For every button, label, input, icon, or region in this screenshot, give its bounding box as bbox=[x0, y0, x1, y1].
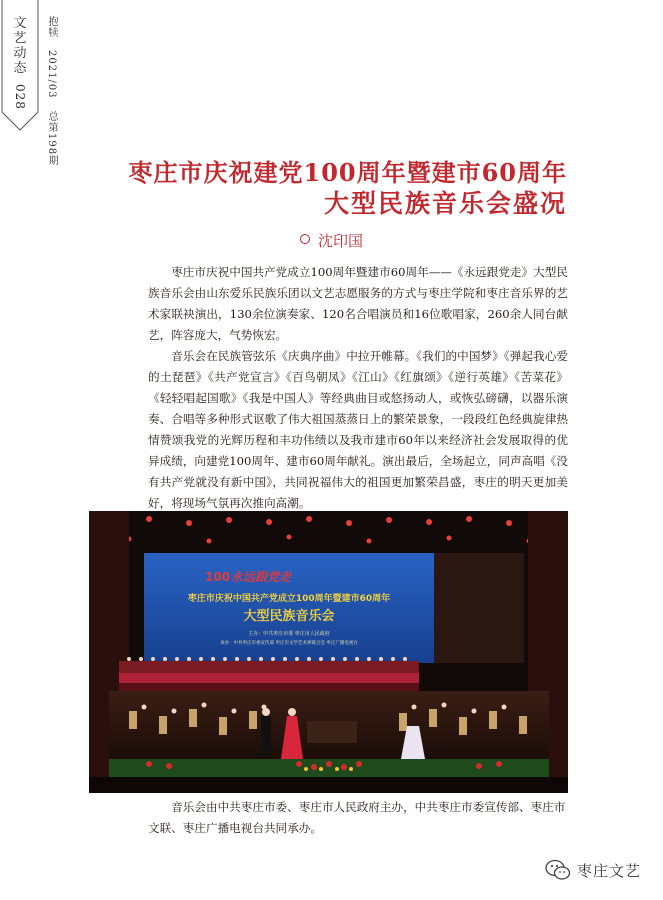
banner-host: 主办：中共枣庄市委 枣庄市人民政府 bbox=[248, 631, 330, 637]
section-tab bbox=[0, 0, 40, 132]
banner-line1: 枣庄市庆祝中国共产党成立100周年暨建市60周年 bbox=[187, 594, 391, 604]
banner-logo: 100 bbox=[205, 570, 231, 584]
circle-bullet-icon bbox=[300, 234, 310, 244]
author-name: 沈印国 bbox=[317, 232, 363, 250]
article-paragraph-1 bbox=[148, 262, 568, 346]
issue-date: 2021/03 bbox=[46, 50, 57, 99]
banner-slogan: 永远跟党走 bbox=[231, 570, 292, 584]
author-line bbox=[0, 230, 663, 251]
page-number: 028 bbox=[13, 84, 27, 110]
concert-photo-illustration bbox=[89, 511, 568, 793]
caption-text: 音乐会由中共枣庄市委、枣庄市人民政府主办，中共枣庄市委宣传部、枣庄市文联、枣庄广播电视台共同承办。 bbox=[148, 800, 566, 835]
guzheng bbox=[307, 721, 357, 743]
male-singer bbox=[261, 716, 271, 756]
concert-photo bbox=[89, 511, 568, 793]
choir bbox=[119, 657, 419, 691]
wechat-icon bbox=[545, 858, 571, 882]
account-name: 枣庄文艺 bbox=[577, 861, 642, 880]
article-title-line1: 枣庄市庆祝建党100周年暨建市60周年 bbox=[128, 158, 567, 187]
article-title-line2: 大型民族音乐会盛况 bbox=[323, 189, 567, 218]
wechat-watermark bbox=[545, 858, 641, 882]
photo-caption bbox=[148, 797, 568, 839]
issue-info bbox=[44, 16, 59, 174]
issue-total: 总第198期 bbox=[46, 110, 57, 167]
banner-organizers: 承办：中共枣庄市委宣传部 枣庄市文学艺术界联合会 枣庄广播电视台 bbox=[220, 641, 358, 646]
banner-line2: 大型民族音乐会 bbox=[243, 609, 335, 624]
journal-name: 抱犊 bbox=[46, 16, 57, 38]
paragraph-text: 音乐会在民族管弦乐《庆典序曲》中拉开帷幕。《我们的中国梦》《弹起我心爱的土琵琶》《共产党宣言》《百鸟朝凤》《江山》《红旗颂》《逆行英雄》《苦菜花》《轻轻唱起国歌》《我是中国人》等经典曲目或悠扬动人，或恢弘磅礴，以器乐演奏、合唱等多种形式讴歌了伟大祖国蒸蒸日上的繁荣景象，一段段红色经典旋律热情赞颂我党的光辉历程和丰功伟绩以及我市建市60年以来经济社会发展取得的优异成绩，向建党100周年、建市60周年献礼。演出最后，全场起立，同声高唱《没有共产党就没有新中国》，共同祝福伟大的祖国更加繁荣昌盛，枣庄的明天更加美好，将现场气氛再次推向高潮。 bbox=[148, 349, 568, 510]
paragraph-text: 枣庄市庆祝中国共产党成立100周年暨建市60周年——《永远跟党走》大型民族音乐会由山东爱乐民族乐团以文艺志愿服务的方式与枣庄学院和枣庄音乐界的艺术家联袂演出，130余位演奏家、120名合唱演员和16位歌唱家，260余人同台献艺，阵容庞大，气势恢宏。 bbox=[148, 265, 568, 342]
section-name: 文艺动态 bbox=[13, 16, 27, 76]
article-paragraph-2 bbox=[148, 346, 568, 514]
